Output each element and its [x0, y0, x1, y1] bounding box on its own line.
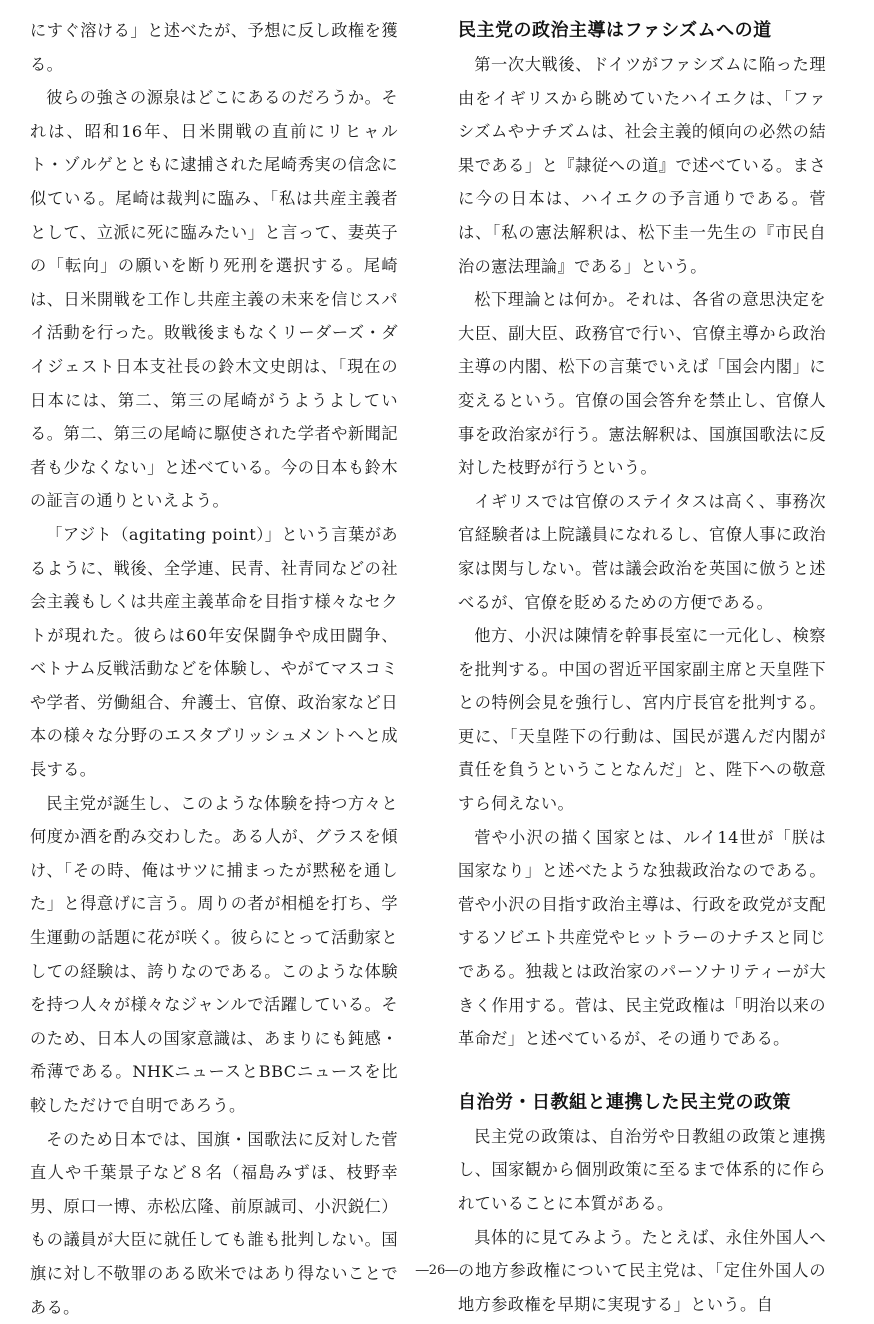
paragraph: 第一次大戦後、ドイツがファシズムに陥った理由をイギリスから眺めていたハイエクは、「ファシズムやナチズムは、社会主義的傾向の必然の結果である」と『隷従への道』で述べている。まさに今の日本は、ハイエクの予言通りである。菅は、「私の憲法解釈は、松下圭一先生の『市民自治の憲法理論』である」という。	[458, 55, 826, 276]
paragraph: そのため日本では、国旗・国歌法に反対した菅直人や千葉景子など８名（福島みずほ、枝野幸男、原口一博、赤松広隆、前原誠司、小沢鋭仁）もの議員が大臣に就任しても誰も批判しない。国旗に対し不敬罪のある欧米ではあり得ないことである。	[30, 1129, 398, 1317]
paragraph: にすぐ溶ける」と述べたが、予想に反し政権を獲る。	[30, 21, 398, 74]
left-column	[30, 14, 398, 1324]
paragraph: 民主党の政策は、自治労や日教組の政策と連携し、国家観から個別政策に至るまで体系的に作られていることに本質がある。	[458, 1126, 826, 1213]
right-column	[458, 14, 826, 1321]
paragraph: イギリスでは官僚のステイタスは高く、事務次官経験者は上院議員になれるし、官僚人事に政治家は関与しない。菅は議会政治を英国に倣うと述べるが、官僚を貶めるための方便である。	[458, 491, 826, 612]
paragraph: 松下理論とは何か。それは、各省の意思決定を大臣、副大臣、政務官で行い、官僚主導から政治主導の内閣、松下の言葉でいえば「国会内閣」に変えるという。官僚の国会答弁を禁止し、官僚人事を政治家が行う。憲法解釈は、国旗国歌法に反対した枝野が行うという。	[458, 290, 826, 478]
page-number: ―26―	[415, 1263, 459, 1278]
paragraph: 彼らの強さの源泉はどこにあるのだろうか。それは、昭和16年、日米開戦の直前にリヒャルト・ゾルゲとともに逮捕された尾崎秀実の信念に似ている。尾崎は裁判に臨み、「私は共産主義者として、立派に死に臨みたい」と言って、妻英子の「転向」の願いを断り死刑を選択する。尾崎は、日米開戦を工作し共産主義の未来を信じスパイ活動を行った。敗戦後まもなくリーダーズ・ダイジェスト日本支社長の鈴木文史朗は、「現在の日本には、第二、第三の尾崎がうようよしている。第二、第三の尾崎に駆使された学者や新聞記者も少なくない」と述べている。今の日本も鈴木の証言の通りといえよう。	[30, 88, 398, 511]
section-heading: 民主党の政治主導はファシズムへの道	[458, 20, 772, 41]
paragraph: 菅や小沢の描く国家とは、ルイ14世が「朕は国家なり」と述べたような独裁政治なのである。菅や小沢の目指す政治主導は、行政を政党が支配するソビエト共産党やヒットラーのナチスと同じである。独裁とは政治家のパーソナリティーが大きく作用する。菅は、民主党政権は「明治以来の革命だ」と述べているが、その通りである。	[458, 827, 826, 1049]
paragraph: 民主党が誕生し、このような体験を持つ方々と何度か酒を酌み交わした。ある人が、グラスを傾け、「その時、俺はサツに捕まったが黙秘を通した」と得意げに言う。周りの者が相槌を打ち、学生運動の話題に花が咲く。彼らにとって活動家としての経験は、誇りなのである。このような体験を持つ人々が様々なジャンルで活躍している。そのため、日本人の国家意識は、あまりにも鈍感・希薄である。NHKニュースとBBCニュースを比較しただけで自明であろう。	[30, 793, 398, 1115]
paragraph: 他方、小沢は陳情を幹事長室に一元化し、検察を批判する。中国の習近平国家副主席と天皇陛下との特例会見を強行し、宮内庁長官を批判する。更に、「天皇陛下の行動は、国民が選んだ内閣が責任を負うということなんだ」と、陛下への敬意すら伺えない。	[458, 626, 826, 814]
paragraph: 具体的に見てみよう。たとえば、永住外国人への地方参政権について民主党は、「定住外国人の地方参政権を早期に実現する」という。自	[458, 1227, 826, 1314]
section-heading: 自治労・日教組と連携した民主党の政策	[458, 1091, 791, 1113]
paragraph: 「アジト（agitating point）」という言葉があるように、戦後、全学連、民青、社青同などの社会主義もしくは共産主義革命を目指す様々なセクトが現れた。彼らは60年安保闘争や成田闘争、ベトナム反戦活動などを体験し、やがてマスコミや学者、労働組合、弁護士、官僚、政治家など日本の様々な分野のエスタブリッシュメントへと成長する。	[30, 524, 398, 780]
